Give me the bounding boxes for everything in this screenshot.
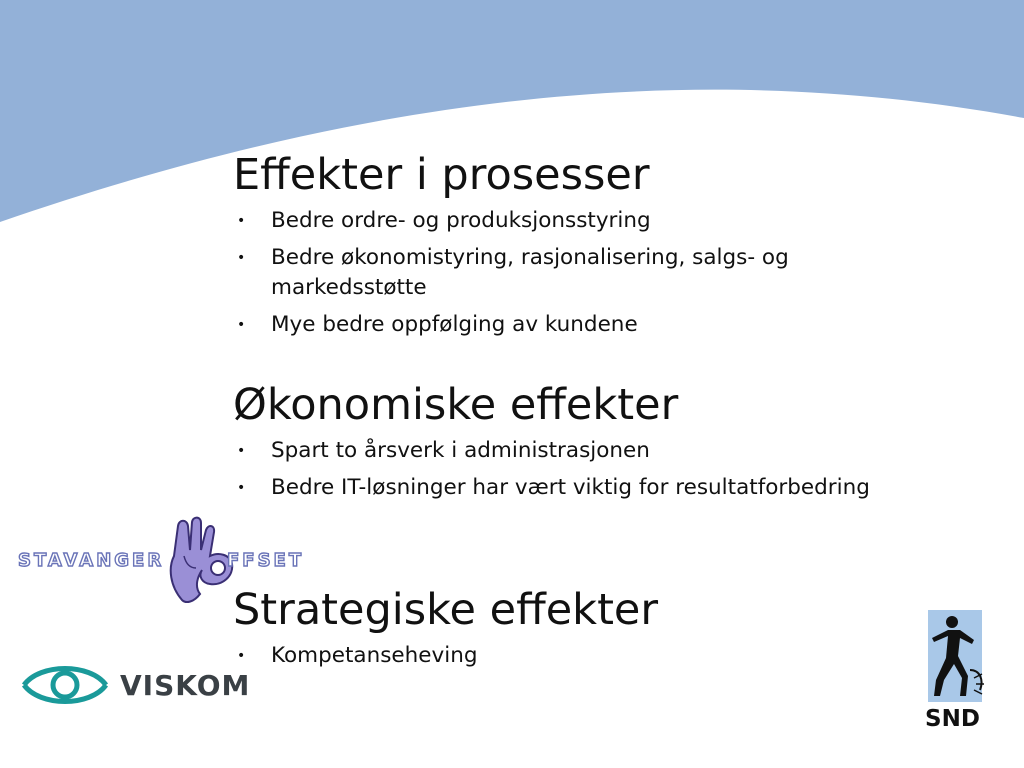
section-strategic-effects [233, 585, 911, 678]
stavanger-offset-logo [14, 516, 304, 606]
snd-logo-text: SND [925, 706, 980, 732]
bullet-list [233, 206, 911, 340]
stavanger-logo-right-text: FFSET [227, 550, 305, 571]
bullet-item [233, 641, 911, 671]
bullet-dot: • [237, 213, 246, 229]
snd-logo [922, 608, 988, 738]
bullet-list [233, 641, 911, 671]
bullet-dot: • [237, 648, 246, 664]
section-process-effects [233, 150, 911, 347]
bullet-item [233, 473, 911, 503]
viskom-logo-text: VISKOM [120, 669, 251, 702]
bullet-item [233, 436, 911, 466]
bullet-text: Bedre ordre- og produksjonsstyring [271, 208, 651, 233]
bullet-dot: • [237, 250, 246, 266]
bullet-text: Mye bedre oppfølging av kundene [271, 312, 638, 337]
bullet-item [233, 310, 911, 340]
section-heading: Effekter i prosesser [233, 150, 650, 200]
bullet-text: Bedre IT-løsninger har vært viktig for resultatforbedring [271, 475, 870, 500]
section-heading: Økonomiske effekter [233, 380, 679, 430]
bullet-dot: • [237, 443, 246, 459]
section-heading: Strategiske effekter [233, 585, 659, 635]
bullet-text: Spart to årsverk i administrasjonen [271, 438, 650, 463]
section-economic-effects [233, 380, 911, 510]
eye-icon [20, 657, 110, 713]
bullet-text: Bedre økonomistyring, rasjonalisering, salgs- og markedsstøtte [271, 245, 789, 300]
bullet-dot: • [237, 480, 246, 496]
bullet-item [233, 206, 911, 236]
bullet-list [233, 436, 911, 503]
stavanger-logo-left-text: STAVANGER [18, 550, 165, 571]
bullet-item [233, 243, 911, 303]
bullet-dot: • [237, 317, 246, 333]
discus-thrower-icon [922, 608, 988, 706]
bullet-text: Kompetanseheving [271, 643, 478, 668]
viskom-logo [20, 655, 251, 715]
